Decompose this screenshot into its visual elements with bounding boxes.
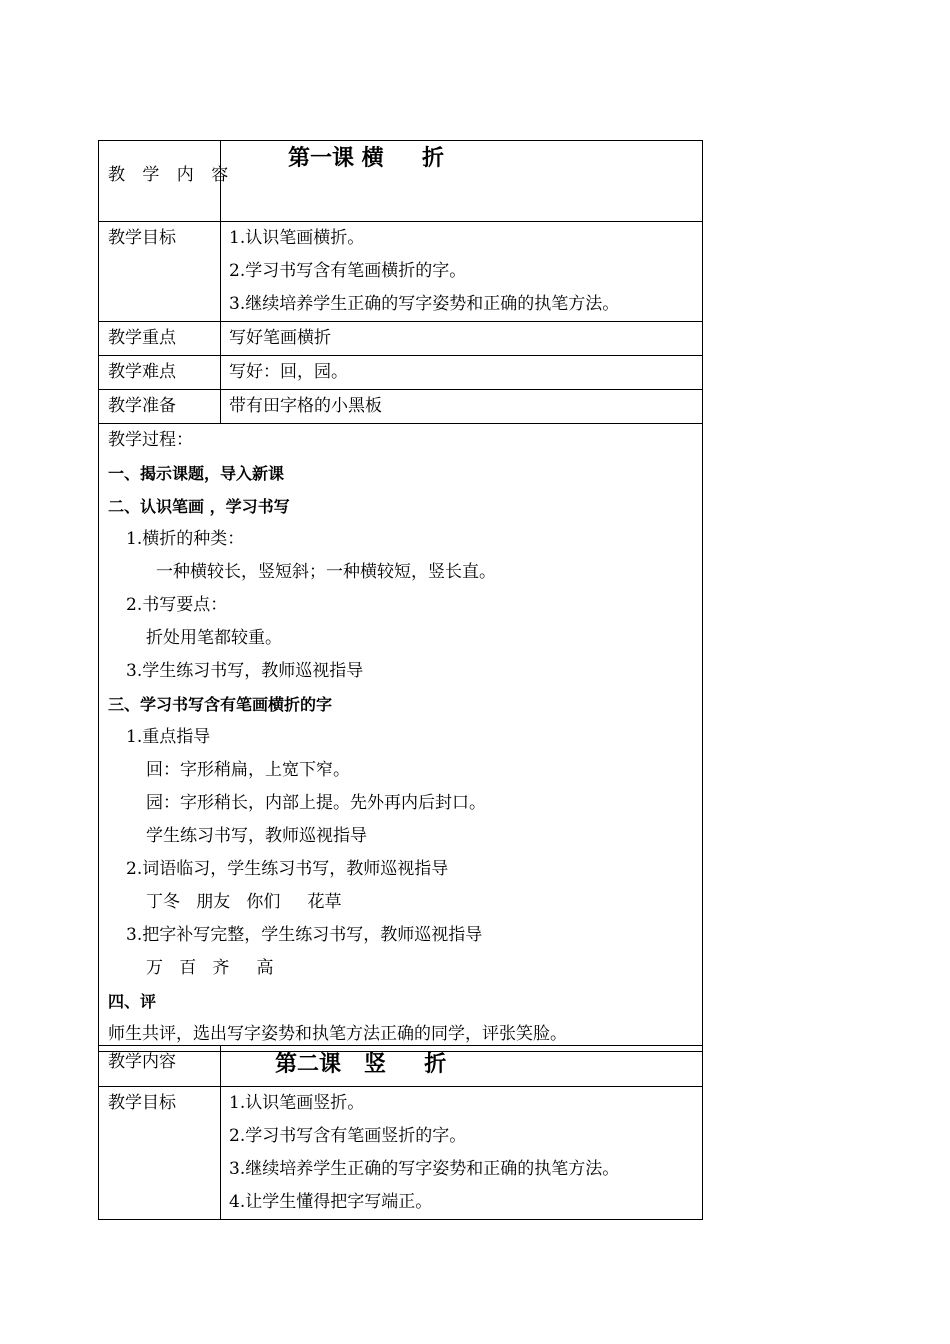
content-label-cell (99, 1046, 221, 1087)
difficulty-label-cell (99, 356, 221, 390)
difficulty-cell (221, 356, 703, 390)
process-line: 万 百 齐 高 (146, 958, 274, 978)
goals-label: 教学目标 (108, 228, 176, 248)
content-label: 教学内容 (108, 1052, 176, 1072)
goals-cell (221, 222, 703, 322)
lesson-title-cell (221, 141, 703, 222)
process-line: 丁冬 朋友 你们 花草 (146, 892, 342, 912)
process-line: 一种横较长，竖短斜；一种横较短，竖长直。 (156, 562, 496, 582)
process-line: 2.词语临习，学生练习书写，教师巡视指导 (126, 859, 449, 879)
process-line: 1.横折的种类： (126, 529, 245, 549)
process-line: 1.重点指导 (126, 727, 211, 747)
process-line: 2.书写要点： (126, 595, 228, 615)
difficulty-label: 教学难点 (108, 362, 176, 382)
key-point: 写好笔画横折 (229, 328, 331, 348)
key-label-cell (99, 322, 221, 356)
content-label-cell (99, 141, 235, 222)
process-line: 学生练习书写，教师巡视指导 (146, 826, 367, 846)
goal-item: 2.学习书写含有笔画横折的字。 (229, 261, 467, 281)
goals-label: 教学目标 (108, 1093, 176, 1113)
difficulty-point: 写好：回，园。 (229, 362, 348, 382)
prep-cell (221, 390, 703, 424)
goal-item: 4.让学生懂得把字写端正。 (229, 1192, 433, 1212)
goal-item: 1.认识笔画横折。 (229, 228, 365, 248)
process-line: 3.学生练习书写，教师巡视指导 (126, 661, 364, 681)
lesson-plan-table-1 (98, 140, 703, 1052)
process-line: 园：字形稍长，内部上提。先外再内后封口。 (146, 793, 486, 813)
lesson-plan-table-2 (98, 1045, 703, 1220)
process-line: 折处用笔都较重。 (146, 628, 282, 648)
process-label: 教学过程： (108, 430, 193, 450)
process-line: 三、学习书写含有笔画横折的字 (108, 695, 333, 714)
process-line: 师生共评，选出写字姿势和执笔方法正确的同学，评张笑脸。 (108, 1024, 567, 1044)
key-label: 教学重点 (108, 328, 176, 348)
lesson-title: 第一课 横 折 (288, 146, 444, 171)
process-line: 3.把字补写完整，学生练习书写，教师巡视指导 (126, 925, 483, 945)
prep-value: 带有田字格的小黑板 (229, 396, 382, 416)
prep-label: 教学准备 (108, 396, 176, 416)
goal-item: 2.学习书写含有笔画竖折的字。 (229, 1126, 467, 1146)
process-line: 一、揭示课题，导入新课 (108, 464, 285, 483)
content-label: 教 学 内 容 (108, 165, 235, 185)
goal-item: 3.继续培养学生正确的写字姿势和正确的执笔方法。 (229, 294, 620, 314)
process-line: 回：字形稍扁，上宽下窄。 (146, 760, 350, 780)
prep-label-cell (99, 390, 221, 424)
key-cell (221, 322, 703, 356)
goals-cell (221, 1087, 703, 1220)
process-line: 二、认识笔画 ，学习书写 (108, 497, 290, 516)
process-line: 四、评 (108, 992, 157, 1011)
goals-label-cell (99, 1087, 221, 1220)
process-cell (99, 424, 703, 1052)
lesson-title-cell (221, 1046, 703, 1087)
goal-item: 1.认识笔画竖折。 (229, 1093, 365, 1113)
goals-label-cell (99, 222, 221, 322)
lesson-title: 第二课 竖 折 (275, 1052, 447, 1077)
goal-item: 3.继续培养学生正确的写字姿势和正确的执笔方法。 (229, 1159, 620, 1179)
